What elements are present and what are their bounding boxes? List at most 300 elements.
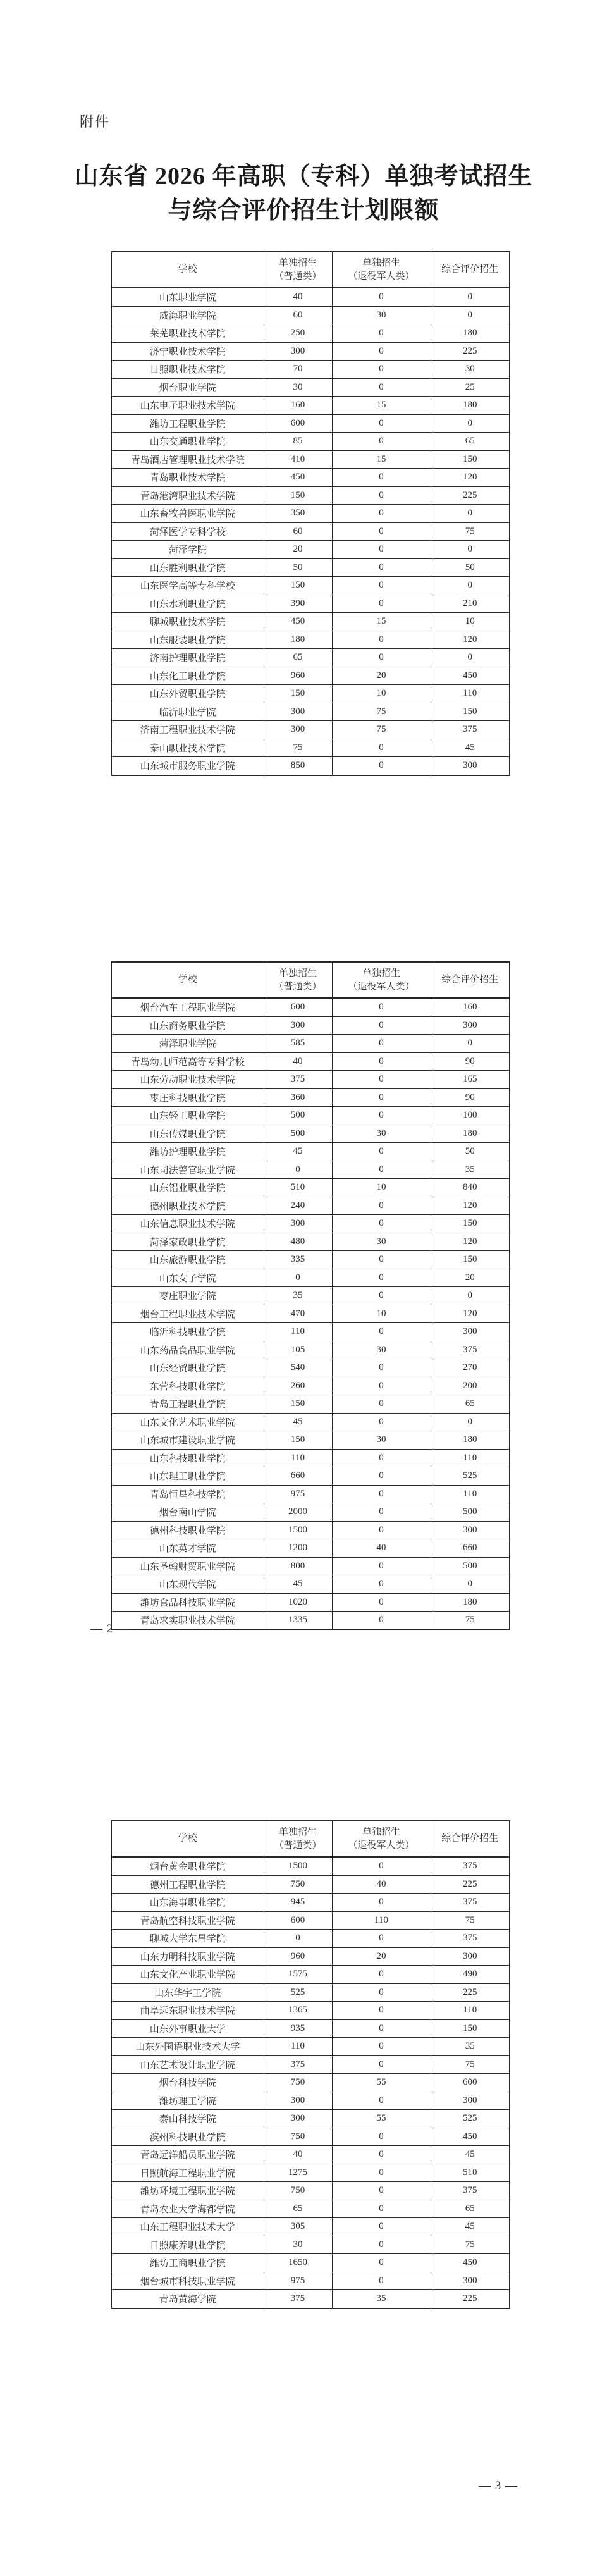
value-cell: 0 [332,1557,431,1575]
school-cell: 青岛酒店管理职业技术学院 [111,450,264,469]
school-cell: 滨州科技职业学院 [111,2128,264,2146]
value-cell: 0 [332,739,431,757]
school-cell: 潍坊护理职业学院 [111,1143,264,1161]
value-cell: 0 [332,1521,431,1539]
school-cell: 山东外贸职业学院 [111,685,264,703]
value-cell: 15 [332,450,431,469]
value-cell: 210 [431,595,510,613]
school-cell: 烟台职业学院 [111,378,264,397]
value-cell: 75 [431,522,510,541]
school-cell: 青岛远洋船员职业学院 [111,2146,264,2164]
value-cell: 300 [431,1016,510,1035]
value-cell: 0 [332,1485,431,1503]
header-separate-general-line2: （普通类） [274,981,322,992]
value-cell: 0 [431,414,510,433]
table-row [111,558,510,577]
value-cell: 180 [431,1125,510,1143]
table-row [111,1323,510,1341]
value-cell: 100 [431,1107,510,1125]
value-cell: 660 [264,1467,332,1486]
value-cell: 0 [431,577,510,595]
value-cell: 150 [431,1251,510,1269]
value-cell: 300 [264,703,332,721]
school-cell: 山东胜利职业学院 [111,558,264,577]
school-cell: 青岛恒星科技学院 [111,1485,264,1503]
value-cell: 0 [332,1107,431,1125]
school-cell: 山东艺术设计职业学院 [111,2055,264,2074]
table-row [111,1857,510,1875]
value-cell: 1020 [264,1593,332,1612]
value-cell: 300 [431,1521,510,1539]
value-cell: 240 [264,1197,332,1215]
school-cell: 青岛工程职业学院 [111,1395,264,1414]
school-cell: 山东工程职业技术大学 [111,2218,264,2236]
header-school: 学校 [111,1821,264,1857]
table-row [111,1395,510,1414]
value-cell: 110 [264,1323,332,1341]
school-cell: 聊城职业技术学院 [111,613,264,631]
page-number-3: — 3 — [479,2479,518,2493]
school-cell: 德州工程职业学院 [111,1875,264,1894]
table-row [111,631,510,649]
value-cell: 0 [332,1052,431,1071]
value-cell: 75 [431,2055,510,2074]
value-cell: 110 [431,1485,510,1503]
header-comprehensive: 综合评价招生 [431,1821,510,1857]
value-cell: 180 [431,324,510,343]
school-cell: 山东信息职业技术学院 [111,1215,264,1233]
table-row [111,2164,510,2182]
value-cell: 90 [431,1088,510,1107]
value-cell: 0 [332,414,431,433]
school-cell: 聊城大学东昌学院 [111,1930,264,1948]
value-cell: 0 [332,469,431,487]
table-row [111,1575,510,1594]
value-cell: 50 [431,558,510,577]
school-cell: 山东现代学院 [111,1575,264,1594]
header-school: 学校 [111,962,264,998]
school-cell: 莱芜职业技术学院 [111,324,264,343]
table-row [111,1215,510,1233]
value-cell: 1575 [264,1966,332,1984]
page-title-line2: 与综合评价招生计划限额 [168,197,439,224]
value-cell: 50 [431,1143,510,1161]
table-row [111,324,510,343]
value-cell: 0 [332,1143,431,1161]
value-cell: 250 [264,324,332,343]
value-cell: 470 [264,1305,332,1323]
value-cell: 180 [264,631,332,649]
value-cell: 0 [332,1035,431,1053]
value-cell: 510 [431,2164,510,2182]
table-row [111,1088,510,1107]
table-header-row [111,1821,510,1857]
value-cell: 15 [332,613,431,631]
table-row [111,2019,510,2038]
table-row [111,342,510,361]
value-cell: 75 [431,1911,510,1930]
value-cell: 0 [332,505,431,523]
value-cell: 0 [332,378,431,397]
value-cell: 150 [264,1395,332,1414]
value-cell: 25 [431,378,510,397]
value-cell: 60 [264,522,332,541]
value-cell: 525 [264,1983,332,2002]
school-cell: 山东劳动职业技术学院 [111,1071,264,1089]
value-cell: 375 [431,721,510,739]
value-cell: 0 [332,361,431,379]
header-separate-general [264,962,332,998]
table-row [111,1107,510,1125]
value-cell: 0 [332,1857,431,1875]
value-cell: 30 [332,1341,431,1359]
value-cell: 300 [431,757,510,775]
header-separate-general [264,252,332,288]
value-cell: 585 [264,1035,332,1053]
value-cell: 35 [431,1161,510,1179]
value-cell: 1335 [264,1612,332,1630]
value-cell: 110 [431,685,510,703]
table-row [111,1449,510,1467]
value-cell: 30 [431,361,510,379]
table-row [111,414,510,433]
school-cell: 菏泽职业学院 [111,1035,264,1053]
school-cell: 烟台城市科技职业学院 [111,2272,264,2290]
table-row [111,1911,510,1930]
value-cell: 85 [264,433,332,451]
table-row [111,1287,510,1305]
value-cell: 0 [264,1269,332,1287]
value-cell: 300 [431,1947,510,1966]
value-cell: 0 [431,306,510,324]
value-cell: 480 [264,1233,332,1251]
value-cell: 300 [264,2092,332,2110]
value-cell: 225 [431,1983,510,2002]
table-row [111,1894,510,1912]
table-row [111,2236,510,2254]
value-cell: 0 [332,324,431,343]
value-cell: 0 [332,1323,431,1341]
table-row [111,1035,510,1053]
header-separate-veteran-line2: （退役军人类） [348,1840,415,1851]
value-cell: 1200 [264,1539,332,1558]
value-cell: 0 [332,342,431,361]
school-cell: 济宁职业技术学院 [111,342,264,361]
school-cell: 山东水利职业学院 [111,595,264,613]
school-cell: 山东畜牧兽医职业学院 [111,505,264,523]
header-separate-veteran [332,962,431,998]
value-cell: 0 [332,1269,431,1287]
table-row [111,1377,510,1395]
value-cell: 10 [332,1305,431,1323]
value-cell: 40 [264,2146,332,2164]
value-cell: 50 [264,558,332,577]
table-row [111,1947,510,1966]
school-cell: 山东文化艺术职业学院 [111,1413,264,1431]
value-cell: 35 [264,1287,332,1305]
attachment-label: 附件 [80,114,111,130]
value-cell: 270 [431,1359,510,1377]
table-row [111,1539,510,1558]
value-cell: 0 [431,505,510,523]
value-cell: 165 [431,1071,510,1089]
value-cell: 0 [332,486,431,505]
value-cell: 375 [264,2055,332,2074]
value-cell: 490 [431,1966,510,1984]
header-separate-veteran-line2: （退役军人类） [348,271,415,281]
table-row [111,2002,510,2020]
school-cell: 山东女子学院 [111,1269,264,1287]
school-cell: 青岛航空科技职业学院 [111,1911,264,1930]
table-row [111,1593,510,1612]
value-cell: 150 [264,486,332,505]
value-cell: 110 [264,2038,332,2056]
school-cell: 潍坊理工学院 [111,2092,264,2110]
school-cell: 菏泽学院 [111,541,264,559]
value-cell: 450 [264,469,332,487]
page-title-line1: 山东省 2026 年高职（专科）单独考试招生 [74,163,533,190]
value-cell: 0 [332,1359,431,1377]
value-cell: 225 [431,1875,510,1894]
value-cell: 0 [332,2254,431,2272]
value-cell: 30 [332,1233,431,1251]
value-cell: 540 [264,1359,332,1377]
value-cell: 0 [332,757,431,775]
table-row [111,1197,510,1215]
value-cell: 0 [332,1966,431,1984]
value-cell: 30 [332,1125,431,1143]
school-cell: 青岛港湾职业技术学院 [111,486,264,505]
value-cell: 0 [332,2200,431,2218]
header-separate-general-line1: 单独招生 [278,258,317,269]
table-row [111,433,510,451]
value-cell: 525 [431,1467,510,1486]
value-cell: 0 [332,1467,431,1486]
value-cell: 110 [431,1449,510,1467]
value-cell: 65 [264,649,332,667]
table-row [111,1983,510,2002]
value-cell: 30 [264,2236,332,2254]
value-cell: 120 [431,469,510,487]
value-cell: 0 [332,1894,431,1912]
value-cell: 305 [264,2218,332,2236]
value-cell: 75 [431,2236,510,2254]
value-cell: 1650 [264,2254,332,2272]
value-cell: 450 [431,2254,510,2272]
value-cell: 60 [264,306,332,324]
value-cell: 360 [264,1088,332,1107]
value-cell: 300 [264,1016,332,1035]
table-row [111,1233,510,1251]
value-cell: 0 [332,2128,431,2146]
value-cell: 180 [431,397,510,415]
value-cell: 0 [332,631,431,649]
value-cell: 0 [332,1161,431,1179]
value-cell: 660 [431,1539,510,1558]
value-cell: 45 [264,1575,332,1594]
table-row [111,2055,510,2074]
school-cell: 山东华宇工学院 [111,1983,264,2002]
table-row [111,361,510,379]
value-cell: 0 [332,577,431,595]
value-cell: 0 [332,2272,431,2290]
value-cell: 150 [431,2019,510,2038]
value-cell: 0 [332,1930,431,1948]
school-cell: 日照康养职业学院 [111,2236,264,2254]
value-cell: 375 [431,1894,510,1912]
enrollment-plan-table-page1 [111,251,510,776]
table-row [111,1431,510,1450]
enrollment-plan-table-page3 [111,1820,510,2309]
table-row [111,2290,510,2308]
value-cell: 1500 [264,1521,332,1539]
value-cell: 0 [332,2038,431,2056]
table-header-row [111,962,510,998]
school-cell: 山东轻工职业学院 [111,1107,264,1125]
value-cell: 0 [332,522,431,541]
value-cell: 300 [264,342,332,361]
school-cell: 山东铝业职业学院 [111,1179,264,1197]
value-cell: 0 [332,433,431,451]
value-cell: 40 [264,1052,332,1071]
value-cell: 525 [431,2110,510,2128]
value-cell: 0 [332,541,431,559]
school-cell: 山东城市服务职业学院 [111,757,264,775]
value-cell: 375 [431,2182,510,2200]
value-cell: 160 [431,998,510,1016]
value-cell: 15 [332,397,431,415]
value-cell: 0 [332,1575,431,1594]
header-separate-general-line2: （普通类） [274,271,322,281]
value-cell: 45 [431,739,510,757]
school-cell: 菏泽家政职业学院 [111,1233,264,1251]
table-row [111,721,510,739]
table-row [111,2092,510,2110]
table-row [111,1161,510,1179]
value-cell: 0 [431,288,510,306]
table-row [111,541,510,559]
value-cell: 750 [264,2074,332,2092]
school-cell: 青岛黄海学院 [111,2290,264,2308]
table-row [111,1179,510,1197]
school-cell: 山东城市建设职业学院 [111,1431,264,1450]
value-cell: 120 [431,1305,510,1323]
value-cell: 0 [332,2164,431,2182]
value-cell: 390 [264,595,332,613]
value-cell: 40 [332,1539,431,1558]
value-cell: 75 [332,721,431,739]
header-separate-veteran [332,1821,431,1857]
value-cell: 200 [431,1377,510,1395]
value-cell: 110 [264,1449,332,1467]
school-cell: 山东电子职业技术学院 [111,397,264,415]
header-separate-veteran-line1: 单独招生 [362,1827,400,1838]
value-cell: 150 [264,1431,332,1450]
value-cell: 30 [264,378,332,397]
school-cell: 枣庄科技职业学院 [111,1088,264,1107]
value-cell: 150 [431,1215,510,1233]
value-cell: 120 [431,631,510,649]
school-cell: 山东力明科技职业学院 [111,1947,264,1966]
table-header-row [111,252,510,288]
value-cell: 510 [264,1179,332,1197]
school-cell: 德州科技职业学院 [111,1521,264,1539]
value-cell: 450 [431,2128,510,2146]
table-row [111,1052,510,1071]
value-cell: 0 [332,1503,431,1522]
value-cell: 1500 [264,1857,332,1875]
header-separate-general-line1: 单独招生 [278,1827,317,1838]
enrollment-plan-table-page2 [111,961,510,1630]
value-cell: 600 [264,998,332,1016]
table-row [111,397,510,415]
table-row [111,1071,510,1089]
value-cell: 90 [431,1052,510,1071]
school-cell: 山东传媒职业学院 [111,1125,264,1143]
value-cell: 0 [332,1395,431,1414]
school-cell: 潍坊工程职业学院 [111,414,264,433]
value-cell: 935 [264,2019,332,2038]
school-cell: 青岛幼儿师范高等专科学校 [111,1052,264,1071]
value-cell: 0 [332,1251,431,1269]
value-cell: 0 [332,288,431,306]
header-separate-general-line2: （普通类） [274,1840,322,1851]
value-cell: 65 [431,1395,510,1414]
table-row [111,1930,510,1948]
school-cell: 烟台汽车工程职业学院 [111,998,264,1016]
value-cell: 750 [264,1875,332,1894]
table-row [111,2254,510,2272]
value-cell: 0 [332,2218,431,2236]
value-cell: 20 [332,667,431,685]
value-cell: 450 [431,667,510,685]
school-cell: 菏泽医学专科学校 [111,522,264,541]
value-cell: 45 [431,2146,510,2164]
value-cell: 0 [332,1215,431,1233]
school-cell: 济南护理职业学院 [111,649,264,667]
value-cell: 0 [332,1449,431,1467]
table-row [111,739,510,757]
value-cell: 55 [332,2110,431,2128]
value-cell: 0 [332,2002,431,2020]
school-cell: 山东经贸职业学院 [111,1359,264,1377]
table-row [111,522,510,541]
school-cell: 威海职业学院 [111,306,264,324]
value-cell: 225 [431,2290,510,2308]
school-cell: 山东职业学院 [111,288,264,306]
value-cell: 0 [332,1197,431,1215]
value-cell: 260 [264,1377,332,1395]
school-cell: 临沂科技职业学院 [111,1323,264,1341]
school-cell: 山东医学高等专科学校 [111,577,264,595]
value-cell: 300 [264,721,332,739]
value-cell: 975 [264,2272,332,2290]
table-row [111,1612,510,1630]
header-school: 学校 [111,252,264,288]
value-cell: 375 [431,1341,510,1359]
value-cell: 160 [264,397,332,415]
value-cell: 960 [264,1947,332,1966]
table-row [111,2074,510,2092]
value-cell: 10 [332,1179,431,1197]
table-row [111,306,510,324]
value-cell: 0 [332,1413,431,1431]
value-cell: 225 [431,342,510,361]
page-number-2: — 2 — [90,1622,130,1636]
header-separate-general [264,1821,332,1857]
value-cell: 960 [264,667,332,685]
value-cell: 0 [332,1983,431,2002]
